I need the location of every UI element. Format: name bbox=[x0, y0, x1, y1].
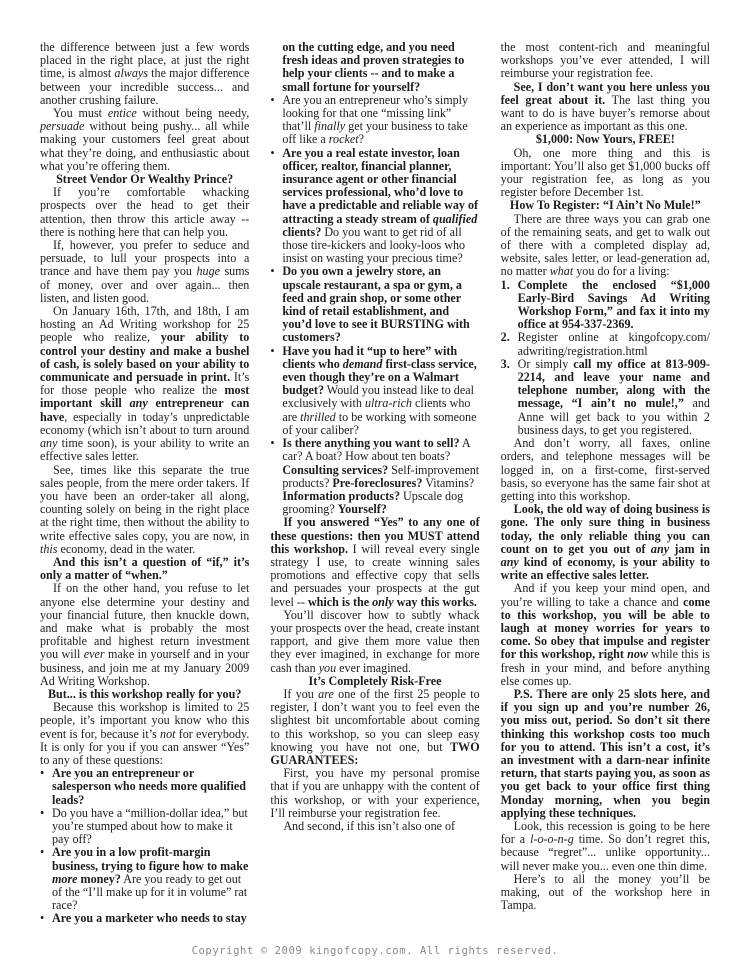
body-paragraph: See, I don’t want you here unless you feel great about it. The last thing you want to do is have buyer’s remorse about an experience as important as this one. bbox=[500, 79, 710, 134]
bullet-item-text: Have you had it “up to here” with clients who demand first-class service, even though they’re on a Walmart budget? Would you instead like to deal exclusively with ultra-rich clients who are thrilled to be working with someone of your caliber? bbox=[282, 343, 477, 437]
numbered-item-text: Register online at kingofcopy.com/ adwriting/registration.html bbox=[517, 330, 710, 358]
bullet-list-item bbox=[40, 846, 249, 912]
body-paragraph: On January 16th, 17th, and 18th, I am hosting an Ad Writing workshop for 25 people who realize, your ability to control your destiny and make a bushel of cash, is solely based on your ability to communicate and persuade in print. It’s for those people who realize the most important skill any entrepreneur can have, especially in today’s unpredictable economy (which isn’t about to turn around any time soon), is your ability to write an effective sales letter. bbox=[40, 304, 250, 464]
bullet-list-item bbox=[40, 912, 249, 925]
body-paragraph: First, you have my personal promise that if you are unhappy with the content of this workshop, or with your experience, I’ll reimburse your registration fee. bbox=[270, 766, 480, 820]
body-paragraph: If you answered “Yes” to any one of these questions: then you MUST attend this workshop. I will reveal every single strategy I use, to create winning sales promotions and effective copy that sells and persuades your prospects at the gut level -- which is the only way this works. bbox=[270, 515, 480, 609]
section-heading: $1,000: Now Yours, FREE! bbox=[535, 132, 675, 147]
bullet-list-item bbox=[270, 345, 479, 437]
body-paragraph: And don’t worry, all faxes, online orders, and telephone messages will be logged in, on a first-come, first-served basis, so everyone has the same fair shot at getting into this workshop. bbox=[500, 436, 710, 503]
copyright-footer: Copyright © 2009 kingofcopy.com. All rights reserved. bbox=[191, 945, 559, 957]
body-paragraph: And if you keep your mind open, and you’re willing to take a chance and come to this workshop, you will be able to laugh at money worries for years to come. So obey that impulse and register for this workshop, right now while this is fresh in your mind, and before anything else comes up. bbox=[500, 581, 710, 688]
section-heading: How To Register: “I Ain’t No Mule!” bbox=[509, 198, 701, 213]
article-columns bbox=[40, 41, 710, 926]
bullet-item-text: Do you have a “million-dollar idea,” but you’re stumped about how to make it pay off? bbox=[52, 805, 248, 847]
body-paragraph: If you’re comfortable whacking prospects over the head to get their attention, then throw this article away -- there is nothing here that can help you. bbox=[40, 185, 250, 239]
body-paragraph: Look, the old way of doing business is gone. The only sure thing in business today, the only reliable thing you can count on to get you out of any jam in any kind of economy, is your ability to write an effective sales letter. bbox=[500, 502, 710, 583]
list-number-marker: 2. bbox=[500, 330, 510, 345]
bullet-item-text: Are you a real estate investor, loan officer, realtor, financial planner, insurance agent or other financial services professional, who’d love to have a predictable and reliable way of attracting a steady stream of qualified clients? Do you want to get rid of all those tire-kickers and looky-loos who insist on wasting your precious time? bbox=[282, 145, 479, 266]
body-paragraph: And second, if this isn’t also one of bbox=[283, 818, 456, 833]
bullet-marker: • bbox=[270, 436, 275, 451]
bullet-list-item bbox=[40, 807, 249, 847]
numbered-item-text: Complete the enclosed “$1,000 Early-Bird Savings Ad Writing Workshop Form,” and fax it into my office at 954-337-2369. bbox=[517, 277, 710, 332]
body-paragraph: If, however, you prefer to seduce and persuade, to lull your prospects into a trance and have them pay you huge sums of money, over and over again... then listen, and listen good. bbox=[40, 238, 250, 305]
text-column-right bbox=[501, 41, 710, 926]
body-paragraph: If you are one of the first 25 people to register, I don’t want you to feel even the slightest bit uncomfortable about coming to this workshop, so you can sleep easy knowing you have not one, but TWO GUARANTEES: bbox=[270, 686, 480, 767]
bullet-list-item bbox=[40, 767, 249, 807]
bullet-marker: • bbox=[270, 264, 275, 279]
bullet-item-text: Are you in a low profit-margin business, trying to figure how to make more money? Are you ready to get out of the “I’ll make up for it in volume” rat race? bbox=[52, 845, 249, 913]
bullet-item-text: Is there anything you want to sell? A car? A boat? How about ten boats? Consulting services? Self-improvement products? Pre-foreclosures? Vitamins? Information products? Upscale dog grooming? Yourself? bbox=[282, 436, 480, 517]
body-paragraph: Because this workshop is limited to 25 people, it’s important you know who this event is for, because it’s not for everybody. It is only for you if you can answer “Yes” to any of these questions: bbox=[40, 700, 250, 767]
bullet-marker: • bbox=[270, 145, 275, 160]
body-paragraph: There are three ways you can grab one of the remaining seats, and get to walk out of there with a completed display ad, website, sales letter, or lead-generation ad, no matter what you do for a living: bbox=[500, 211, 710, 279]
section-heading: But... is this workshop really for you? bbox=[47, 686, 242, 701]
body-paragraph: You must entice without being needy, persuade without being pushy... all while making your customers feel great about what they’re doing, and enthusiastic about what you’re offering them. bbox=[40, 106, 250, 173]
section-heading: Street Vendor Or Wealthy Prince? bbox=[56, 172, 234, 187]
body-paragraph: P.S. There are only 25 slots here, and if you sign up and you’re number 26, you miss out, period. So don’t sit there thinking this workshop costs too much for you to attend. This isn’t a cost, it’s an investment with a darn-near infinite return, that starts paying you, as soon as you get back to your office first thing Monday morning, when you begin applying these techniques. bbox=[500, 686, 710, 820]
bullet-list-item bbox=[270, 265, 479, 344]
section-heading: It’s Completely Risk-Free bbox=[308, 673, 442, 688]
body-paragraph: the difference between just a few words placed in the right place, at just the right time, is almost always the major difference between your incredible success... and another crushing failure. bbox=[40, 40, 250, 107]
numbered-list-item bbox=[501, 358, 710, 437]
body-paragraph: Oh, one more thing and this is important: You’ll also get $1,000 bucks off your registration fee, as long as you register before December 1st. bbox=[500, 145, 710, 200]
body-paragraph: If on the other hand, you refuse to let anyone else determine your destiny and your financial future, then knuckle down, and make what is probably the most profitable and highest return investment you will ever make in yourself and in your business, and join me at my January 2009 Ad Writing Workshop. bbox=[40, 581, 250, 688]
bullet-marker: • bbox=[40, 805, 45, 820]
bullet-marker: • bbox=[270, 343, 275, 358]
bullet-list-item bbox=[270, 437, 479, 516]
continued-bullet-text: on the cutting edge, and you need fresh ideas and proven strategies to help your clients -- and to make a small fortune for yourself? bbox=[282, 40, 465, 94]
bullet-item-text: Do you own a jewelry store, an upscale restaurant, a spa or gym, a feed and grain shop, or some other kind of retail establishment, and you’d love to see it BURSTING with customers? bbox=[282, 264, 470, 345]
bullet-marker: • bbox=[40, 911, 45, 926]
body-paragraph: Look, this recession is going to be here for a l-o-o-n-g time. So don’t regret this, because “regret”... unlike opportunity... will never make you... even one thin dime. bbox=[500, 818, 710, 873]
bullet-list-item bbox=[270, 94, 479, 147]
text-column-left bbox=[40, 41, 249, 926]
bullet-marker: • bbox=[40, 845, 45, 860]
body-paragraph: See, times like this separate the true sales people, from the mere order takers. If you have been an order-taker all along, counting solely on being in the right place at the right time, then without the ability to write effective sales copy, you are now, in this economy, dead in the water. bbox=[40, 462, 250, 556]
bullet-list-item bbox=[270, 147, 479, 266]
bullet-item-text: Are you a marketer who needs to stay bbox=[52, 911, 247, 926]
numbered-item-text: Or simply call my office at 813-909-2214, and leave your name and telephone number, along with the message, “I ain’t no mule!,” and Anne will get back to you within 2 business days, to get you registered. bbox=[517, 356, 710, 437]
body-paragraph: And this isn’t a question of “if,” it’s only a matter of “when.” bbox=[40, 554, 250, 583]
list-number-marker: 1. bbox=[500, 277, 510, 292]
body-paragraph: Here’s to all the money you’ll be making, out of the workshop here in Tampa. bbox=[500, 871, 710, 913]
bullet-marker: • bbox=[40, 766, 45, 781]
text-column-middle bbox=[270, 41, 479, 926]
numbered-list-item bbox=[501, 279, 710, 332]
list-number-marker: 3. bbox=[500, 356, 510, 371]
body-paragraph: the most content-rich and meaningful workshops you’ve ever attended, I will reimburse your registration fee. bbox=[500, 40, 710, 81]
bullet-item-text: Are you an entrepreneur who’s simply looking for that one “missing link” that’ll finally get your business to take off like a rocket? bbox=[282, 92, 469, 147]
body-paragraph: You’ll discover how to subtly whack your prospects over the head, create instant rapport, and give them more value then they ever imagined, in exchange for more cash than you ever imagined. bbox=[270, 607, 480, 675]
bullet-item-text: Are you an entrepreneur or salesperson who needs more qualified leads? bbox=[52, 766, 246, 807]
numbered-list-item bbox=[501, 331, 710, 357]
bullet-marker: • bbox=[270, 92, 275, 107]
